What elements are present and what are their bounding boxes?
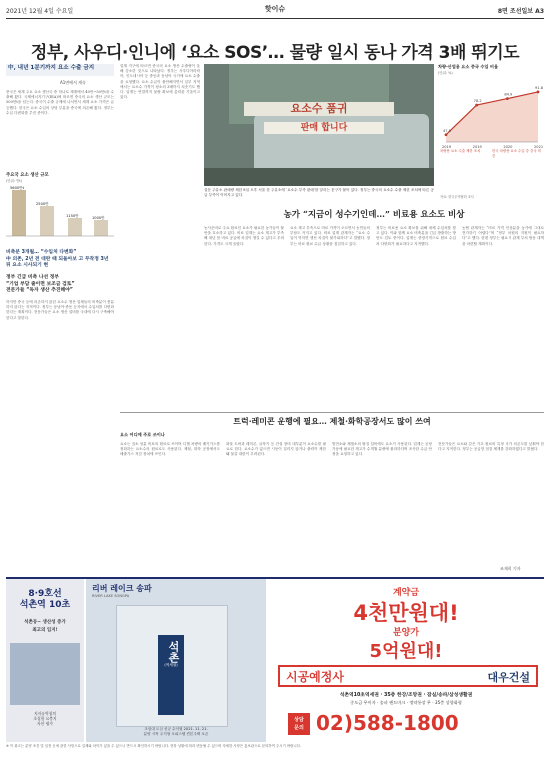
ad-building-label: 석촌: [167, 641, 180, 663]
page-headline: 정부, 사우디·인니에 ‘요소 SOS’… 물량 일시 동나 가격 3배 뛰기도: [30, 43, 520, 63]
ad-building-panel: [86, 579, 266, 742]
col1-byline: A1면에서 계속: [60, 80, 86, 85]
ad-contract-label: 계약금: [392, 588, 420, 598]
ad-installment-value: 5억원대!: [369, 641, 443, 662]
section-col3: 발전소와 제철소의 탈질 설비에도 요소가 사용된다. 업계는 공장 가동에 필요한 재고가 수개월 분량에 불과하다며 조속한 수급 안정을 요청하고 있다.: [332, 442, 432, 457]
chart1-value-1: 5600만t: [10, 186, 25, 190]
ad-contract-value: 4천만원대!: [353, 601, 459, 625]
ad-location: 석촌역10초역세권 · 35층 한강/조망권 · 잠실/송파/삼성생활권: [339, 693, 473, 698]
mid-col1: 농사준비로 주요 원료인 요소가 필요한 농가들이 불안을 호소하고 있다. 비료 업계는 요소 재고가 부족해 내년 봄 비료 공급에 차질이 생길 수 있다고 우려한다. 가격도 크게 올랐다.: [204, 226, 284, 246]
chart1-value-2: 2500만: [36, 202, 49, 206]
chart2-value-label: 78.2: [473, 99, 482, 104]
chart2-legend-1: 차량용 요소 수출 제한 조치: [440, 149, 481, 153]
ad-phone: 02)588-1800: [316, 711, 459, 735]
chart1-title: 주요국 요소 생산 규모: [6, 173, 49, 178]
ad-mid-caption: 초임대 도심 신규 수익형 2021. 11. 21. 분양 시작 주거형 오피스텔 견본주택 오픈: [143, 727, 209, 736]
chart1-bar-4: [94, 220, 108, 236]
ad-builder: 대우건설: [487, 671, 530, 684]
mid-headline: 농가 “지금이 성수기인데…” 비료용 요소도 비상: [283, 210, 465, 220]
chart2-title: 차량·산업용 요소 중국 수입 비율: [438, 64, 499, 69]
header-section: 핫이슈: [264, 5, 286, 13]
header-rule: [6, 18, 544, 19]
ad-left-top: 8·9호선 석촌역 10초: [19, 589, 71, 610]
chart2-point: [445, 133, 448, 136]
chart2-x-tick: 2019: [442, 145, 452, 149]
header-page: 8면 조선일보 A3: [497, 8, 544, 15]
ad-left-panel: [6, 579, 84, 742]
chart2-value-label: 91.8: [535, 85, 544, 90]
chart1-bar-1: [12, 190, 26, 236]
header-date: 2021년 12월 4일 수요일: [6, 8, 74, 15]
chart2-point: [475, 104, 478, 107]
ad-brand: 리버 레이크 송파: [92, 584, 152, 593]
col1b-body: 하지만 중국 등에 의존하지 않던 요소수 생산 업체들의 비축분이 충분하지 않다는 지적이다. 정부는 동남아·중동 등지에서 수입처를 다변화한다는 계획이다. 전문가들은 요소 생산 설비를 국내에 다시 구축해야 한다고 말한다.: [6, 300, 114, 320]
ad-left-bottom: 지자유역청의 초집합 요충지 자산 평가: [33, 711, 57, 726]
photo-sign-1: 요소수 품귀: [244, 102, 394, 116]
ad-info-panel: [268, 579, 544, 742]
ad-map-image: [10, 643, 80, 705]
chart2-value-label: 84.9: [504, 92, 513, 97]
news-photo: [204, 64, 434, 186]
chart2: [438, 64, 544, 202]
chart1: [6, 172, 114, 248]
chart2-x-tick: 2019: [472, 145, 482, 149]
ad-left-mid: 석촌동~ 생산성 증가 최고의 입지!: [24, 620, 66, 633]
col1-subhead: 中, 내년 1분기까지 요소 수출 금지: [8, 65, 95, 71]
ad-station-sign: [158, 635, 184, 715]
photo-sign-2: 판매 합니다: [264, 122, 384, 134]
ad-building-sub: (역세권): [164, 663, 178, 667]
chart1-value-4: 1000만: [92, 216, 105, 220]
advertisement: [6, 577, 544, 742]
section-col4: 전문가들은 요소와 같은 기초 원료의 특정 국가 의존도를 낮춰야 한다고 지적한다. 정부는 공급망 점검 체계를 강화하겠다고 밝혔다.: [438, 442, 544, 452]
col1-subhead-box: [6, 64, 114, 76]
ad-features: 중도금 무이자 · 송파 랜드마크 · 정약통장 무 · 35층 상향화형: [350, 700, 462, 705]
chart2-unit: (단위: %): [438, 71, 453, 75]
ad-brand-sub: RIVER LAKE SONGPA: [92, 594, 130, 598]
chart1-bar-3: [68, 218, 82, 236]
ad-installment-label: 분양가: [392, 628, 420, 638]
chart2-x-tick: 2021: [534, 145, 544, 149]
chart1-unit: (단위: 만t): [6, 179, 23, 183]
chart2-point: [537, 91, 540, 94]
photo-caption: 설문 주유소 판매량 제한 8일 오후 서울 한 주유소에 ‘요소수 부족 판매’를 알리는 문구가 붙어 있다. 정부는 중국의 요소수 수출 제한 조치에 따른 공급 부족이 이어지고 있다.: [204, 188, 434, 198]
chart2-legend-2: 한국 차량용 요소 수입 중 중국 비중: [492, 149, 542, 158]
col2-body: 업계 지구에 따르면 중국의 요소 생산 수출량이 올해 감소한 것으로 나타났다. 정부는 사우디아라비아, 인도네시아 등 중동과 동남아 국가에 요소 수출을 요청했다. 요소 수급이 불안해지면서 일부 지역에서는 요소수 가격이 평소의 3배까지 치솟기도 했다. 업계는 연말까지 물량 확보에 총력을 기울이고 있다.: [120, 64, 200, 100]
mid-col3: 정부는 비료용 요소 확보를 위해 대체 수입처를 찾고 있다. 이와 함께 요소 비축분을 긴급 방출하는 방안도 검토 중이다. 업계는 중장기적으로 원료 수입처 다변화가 필요하다고 지적했다.: [376, 226, 456, 246]
chart2-point: [506, 97, 509, 100]
section-col1: 요소는 질소 성분 비료의 원료로 쓰이며 디젤 차량의 배기가스를 정화하는 요소수의 원료로도 사용된다. 제철, 화학 공장에서도 배출가스 저감 장치에 쓰인다.: [120, 442, 220, 457]
chart1-svg: [6, 184, 114, 246]
chart1-value-3: 1150만: [66, 214, 79, 218]
mid-col4: 농협 관계자는 “비료 가격 인상분을 농가에 그대로 전가하기 어렵다”며 “정부 차원의 지원이 필요하다”고 했다. 한편 정부는 필요시 관계 부처 합동 대책을 마련할 계획이다.: [462, 226, 544, 246]
section-byline: 조재희 기자: [500, 566, 521, 571]
section-col2: 화물 트럭과 레미콘, 굴착기 등 건설 장비 대부분이 요소수를 필요로 한다. 요소수가 없으면 시동이 걸리지 않거나 출력이 제한돼 물류 대란이 우려된다.: [226, 442, 326, 457]
col1b-subhead2: 정부 긴급 비축 나선 정부 “기업 부담 줄이면 보조금 검토” 전문가들 “독자 생산 추진해야”: [6, 275, 75, 293]
page-header: [6, 4, 544, 16]
ad-footer-disclaimer: ※ 이 광고는 분양 조건 및 일정 등에 관한 사항으로 실제와 차이가 있을 수 있으니 반드시 확인하시기 바랍니다. 현장 상황에 따라 변동될 수 있으며 자세한 사항은 홍보관으로 문의하여 주시기 바랍니다.: [6, 744, 301, 748]
section-headline: 트럭·레미콘 운행에 필요… 제철·화학공장서도 많이 쓰여: [233, 416, 431, 426]
ad-exec-label: 시공예정사: [286, 670, 344, 684]
mid-col2: 요소 재고 부족으로 비료 가격이 오르면서 농민들의 부담도 커지고 있다. 비료 업계 관계자는 “요소 수입이 막히면 생산 차질이 불가피하다”고 말했다. 정부는 비료 원료 수급 상황을 점검하고 있다.: [290, 226, 370, 246]
chart2-x-tick: 2020: [503, 145, 513, 149]
chart2-value-label: 47.5: [443, 128, 452, 133]
section-label: 요소 어디에 주로 쓰이나: [120, 432, 165, 437]
col1-body: 중국은 세계 주요 요소 생산국 중 하나로 세계에서 40만~50만t을 수출해 왔다. 국제에너지기구(IEA)에 따르면 중국의 요소 생산 규모는 500만t을 넘는다. 중국이 수출 규제에 나서면서 세계 요소 가격은 급등했다. 한국은 요소 수입의 상당 부분을 중국에 의존해 왔다. 정부는 수입 다변화를 추진 중이다.: [6, 90, 114, 115]
chart2-svg: [438, 78, 544, 196]
chart2-source: 자료: 한국무역협회 조사: [440, 195, 474, 199]
chart1-bar-2: [40, 206, 54, 236]
ad-builder-box: [278, 665, 538, 687]
chart2-area: [446, 92, 538, 142]
ad-phone-label: 상담 문의: [288, 713, 310, 735]
col1b-subhead: 비축분 3개월… “수입처 다변화” 中 의존, 2년 전 대란 때 되돌아보 고 무작정 3년 뒤 요소 시사되기 현: [6, 250, 109, 268]
